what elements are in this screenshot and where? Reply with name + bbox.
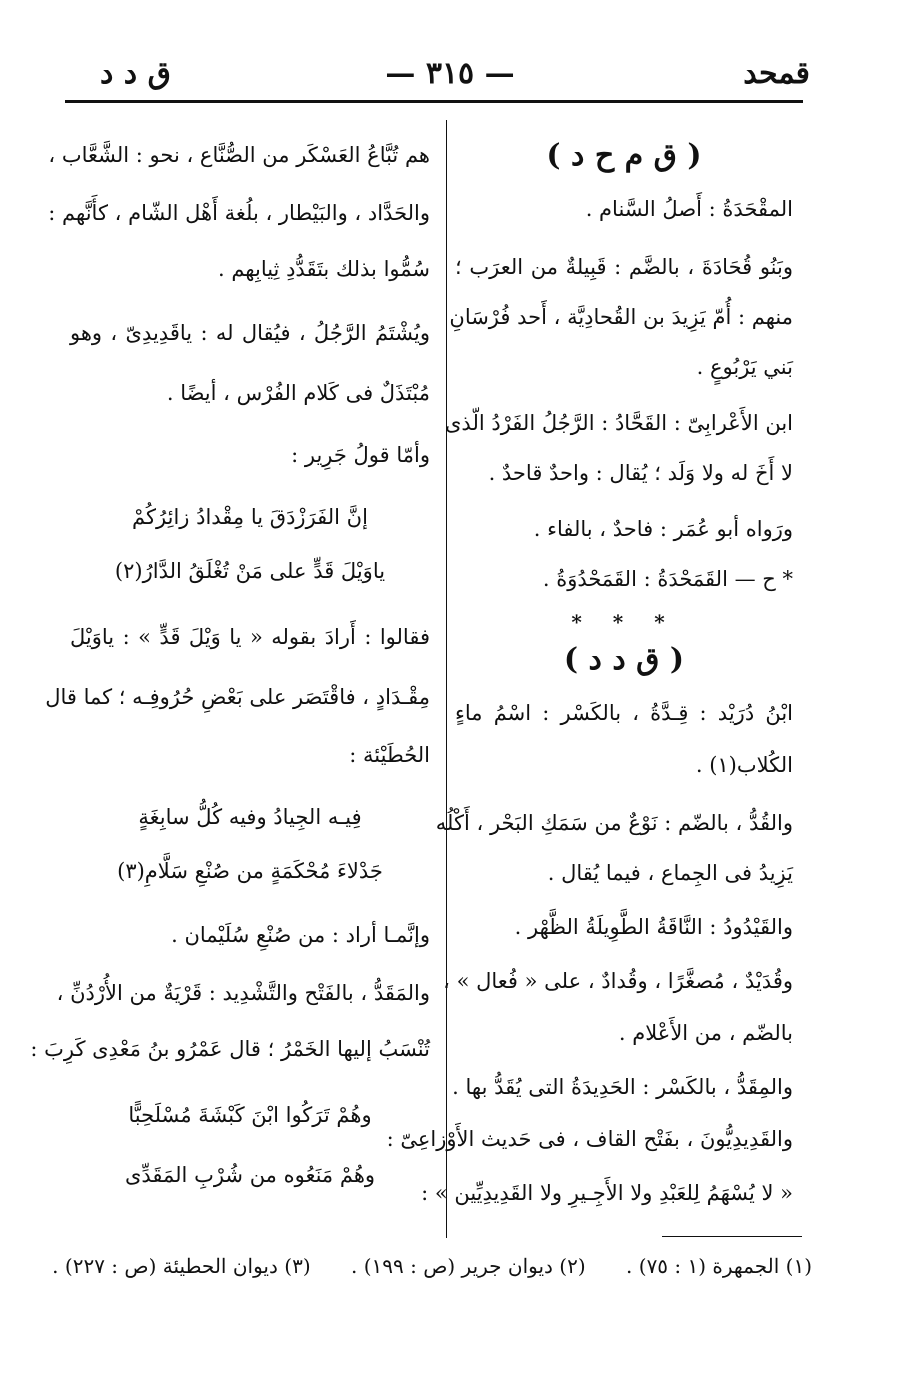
header-left-entry: ق د د [100, 56, 171, 91]
footnotes [52, 1254, 812, 1278]
text-line: يَزِيدُ فى الجِماع ، فيما يُقال . [547, 861, 793, 885]
entry-heading: ( ق م ح د ) [546, 138, 702, 173]
text-line: مِقْـدَادٍ ، فاقْتَصَر على بَعْضِ حُرُوفِـه ؛ كما قال [45, 685, 430, 709]
column-divider [446, 120, 447, 1238]
text-line: ابن الأَعْرابِىّ : القَحَّادُ : الرَّجُلُ الفَرْدُ الّذى [444, 411, 793, 435]
text-line: * ح — القَمَحْدَةُ : القَمَحْدُوَةُ . [542, 567, 793, 591]
text-line: الحُطَيْئة : [349, 743, 430, 767]
text-line: وإنَّمـا أراد : من صُنْعِ سُلَيْمان . [171, 923, 430, 947]
footnote-1: (١) الجمهرة (١ : ٧٥) . [626, 1254, 812, 1278]
text-line: والحَدَّاد ، والبَيْطار ، بلُغة أَهْل الشّام ، كأَنَّهم : [48, 201, 430, 225]
text-line: وهُمْ مَنَعُوه من شُرْبِ المَقَدِّى [124, 1163, 376, 1187]
text-line: فقالوا : أَرادَ بقوله « يا وَيْلَ قَدٍّ » : ياوَيْلَ [70, 625, 430, 649]
text-line: المقْحَدَةُ : أَصلُ السَّنام . [585, 197, 793, 221]
text-line: والمَقَدُّ ، بالفَتْح والتَّشْدِيد : قَرْيَةٌ من الأُرْدُنِّ ، [56, 981, 430, 1005]
text-line: ورَواه أبو عُمَر : فاحدٌ ، بالفاء . [533, 517, 793, 541]
text-line: بالضّم ، من الأَعْلام . [618, 1021, 793, 1045]
text-line: « لا يُسْهَمُ لِلعَبْدِ ولا الأَجِـيرِ ولا القَدِيدِيِّين » : [421, 1181, 793, 1205]
text-line: هم تُبَّاعُ العَسْكَر من الصُّنَّاع ، نحو : الشَّعَّاب ، [48, 143, 430, 167]
text-line: وأمّا قولُ جَرِير : [291, 443, 430, 467]
text-line: والمِقَدُّ ، بالكَسْر : الحَدِيدَةُ التى يُقَدُّ بها . [452, 1075, 793, 1099]
text-line: وقُدَيْدٌ ، مُصغَّرًا ، وقُدادٌ ، على « فُعال » ، [443, 969, 793, 993]
entry-heading: ( ق د د ) [563, 642, 685, 677]
text-line: ياوَيْلَ قَدٍّ على مَنْ تُغْلَقُ الدَّارُ(٢) [114, 559, 386, 583]
text-line: الكُلاب(١) . [695, 753, 793, 777]
footnote-2: (٢) ديوان جرير (ص : ١٩٩) . [350, 1254, 586, 1278]
text-line: فِيـه الجِيادُ وفيه كُلُّ سابِغَةٍ [138, 805, 362, 829]
text-line: والقَيْدُودُ : النَّاقَةُ الطَّوِيلَةُ الظَّهْر . [514, 915, 793, 939]
section-separator: * * * [571, 610, 677, 634]
page-number: — ٣١٥ — [385, 56, 515, 91]
text-line: وهُمْ تَرَكُوا ابْنَ كَبْشَةَ مُسْلَحِبًّا [128, 1103, 372, 1127]
text-line: تُنْسَبُ إليها الخَمْرُ ؛ قال عَمْرُو بنُ مَعْدِى كَرِبَ : [30, 1037, 430, 1061]
text-line: والقَدِيدِيُّونَ ، بفَتْح القاف ، فى حَديث الأَوْزاعِىّ : [386, 1127, 793, 1151]
text-line: ويُشْتَمُ الرَّجُلُ ، فيُقال له : ياقَدِيدِىّ ، وهو [70, 321, 430, 345]
text-line: سُمُّوا بذلك بتَقَدُّدِ ثِيابِهم . [217, 257, 430, 281]
header-rule [65, 100, 803, 103]
text-line: منهم : أُمّ يَزِيدَ بن القُحادِيَّة ، أَحد فُرْسَانِ [449, 305, 793, 329]
text-line: والقُدُّ ، بالضّم : نَوْعٌ من سَمَكِ البَحْر ، أَكْلُه [435, 811, 793, 835]
text-line: ابْنُ دُرَيْد : قِـدَّةُ ، بالكَسْر : اسْمُ ماءٍ [455, 701, 793, 725]
footnote-rule [662, 1236, 802, 1237]
text-line: جَدْلاءَ مُحْكَمَةٍ من صُنْعِ سَلَّامِ(٣) [117, 859, 383, 883]
text-line: إنَّ الفَرَزْدَقَ يا مِقْدادُ زائِرُكُمْ [132, 505, 368, 529]
text-line: لا أَخَ له ولا وَلَد ؛ يُقال : واحدٌ قاحدٌ . [488, 461, 793, 485]
footnote-3: (٣) ديوان الحطيئة (ص : ٢٢٧) . [52, 1254, 311, 1278]
text-line: بَني يَرْبُوعٍ . [696, 355, 793, 379]
header-right-entry: قمحد [743, 56, 810, 91]
text-line: وبَنُو قُحَادَةَ ، بالضَّم : قَبِيلةٌ من العرَب ؛ [455, 255, 793, 279]
text-line: مُبْتَذَلٌ فى كَلام الفُرْس ، أيضًا . [166, 381, 430, 405]
